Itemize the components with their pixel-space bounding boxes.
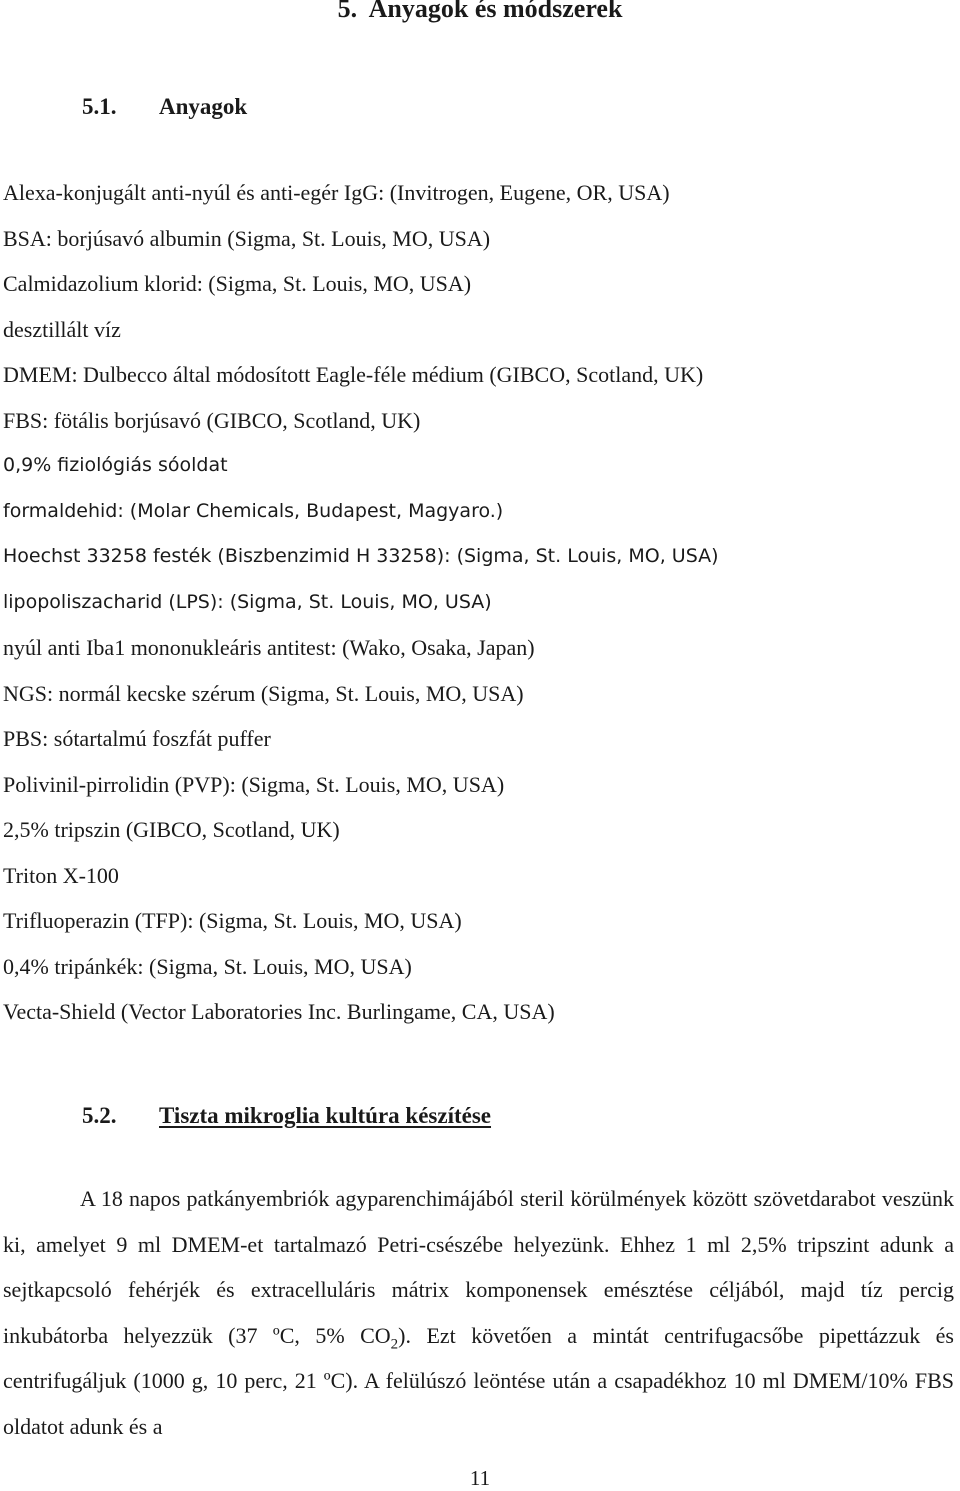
material-item: nyúl anti Iba1 mononukleáris antitest: (Wako, Osaka, Japan) [3, 635, 535, 660]
material-item: Calmidazolium klorid: (Sigma, St. Louis, MO, USA) [3, 271, 472, 296]
material-item: Hoechst 33258 festék (Biszbenzimid H 33258): (Sigma, St. Louis, MO, USA) [3, 545, 719, 567]
section-number: 5.2. [82, 1103, 117, 1128]
material-item: Vecta-Shield (Vector Laboratories Inc. Burlingame, CA, USA) [3, 999, 555, 1024]
material-item: 0,4% tripánkék: (Sigma, St. Louis, MO, USA) [3, 953, 412, 979]
material-item: 0,9% fiziológiás sóoldat [3, 454, 228, 476]
materials-list [3, 170, 719, 1035]
material-item: Polivinil-pirrolidin (PVP): (Sigma, St. Louis, MO, USA) [3, 771, 505, 797]
material-item: formaldehid: (Molar Chemicals, Budapest, Magyaro.) [3, 499, 504, 522]
material-item: Triton X-100 [3, 862, 119, 888]
paragraph-text: A 18 napos patkányembriók agyparenchimájából steril körülmények között szövetdarabot veszünk ki, amelyet 9 ml DMEM-et tartalmazó Petri-csészébe helyezünk. Ehhez 1 ml 2,5% tripszint adunk a sejtkapcsoló fehérjék és extracelluláris mátrix komponensek emésztése céljából, majd tíz percig inkubátorba helyezzük (37 ºC, 5% CO [3, 1186, 954, 1348]
method-paragraph [3, 1176, 954, 1450]
chapter-title: 5. Anyagok és módszerek [337, 0, 623, 23]
material-item: 2,5% tripszin (GIBCO, Scotland, UK) [3, 817, 340, 842]
material-item: Trifluoperazin (TFP): (Sigma, St. Louis, MO, USA) [3, 908, 462, 933]
material-item: PBS: sótartalmú foszfát puffer [3, 726, 271, 751]
paragraph-text-continued: ). Ezt követően a mintát centrifugacsőbe pipettázzuk és centrifugáljuk (1000 g, 10 perc, 21 ºC). A felülúszó leöntése után a csapadékhoz 10 ml DMEM/10% FBS oldatot adunk és a [3, 1322, 954, 1439]
section-heading-materials [82, 94, 247, 120]
material-item: FBS: fötális borjúsavó (GIBCO, Scotland, UK) [3, 407, 421, 433]
section-title: Tiszta mikroglia kultúra készítése [159, 1103, 492, 1128]
page-number: 11 [469, 1466, 491, 1490]
section-title: Anyagok [159, 94, 248, 119]
material-item: lipopoliszacharid (LPS): (Sigma, St. Louis, MO, USA) [3, 590, 492, 613]
material-item: NGS: normál kecske szérum (Sigma, St. Louis, MO, USA) [3, 680, 524, 706]
section-number: 5.1. [82, 94, 117, 119]
section-heading-culture [82, 1103, 491, 1129]
material-item: BSA: borjúsavó albumin (Sigma, St. Louis, MO, USA) [3, 225, 491, 251]
subscript: 2 [390, 1336, 399, 1353]
material-item: desztillált víz [3, 316, 121, 342]
material-item: DMEM: Dulbecco által módosított Eagle-féle médium (GIBCO, Scotland, UK) [3, 362, 704, 387]
material-item: Alexa-konjugált anti-nyúl és anti-egér IgG: (Invitrogen, Eugene, OR, USA) [3, 180, 670, 205]
